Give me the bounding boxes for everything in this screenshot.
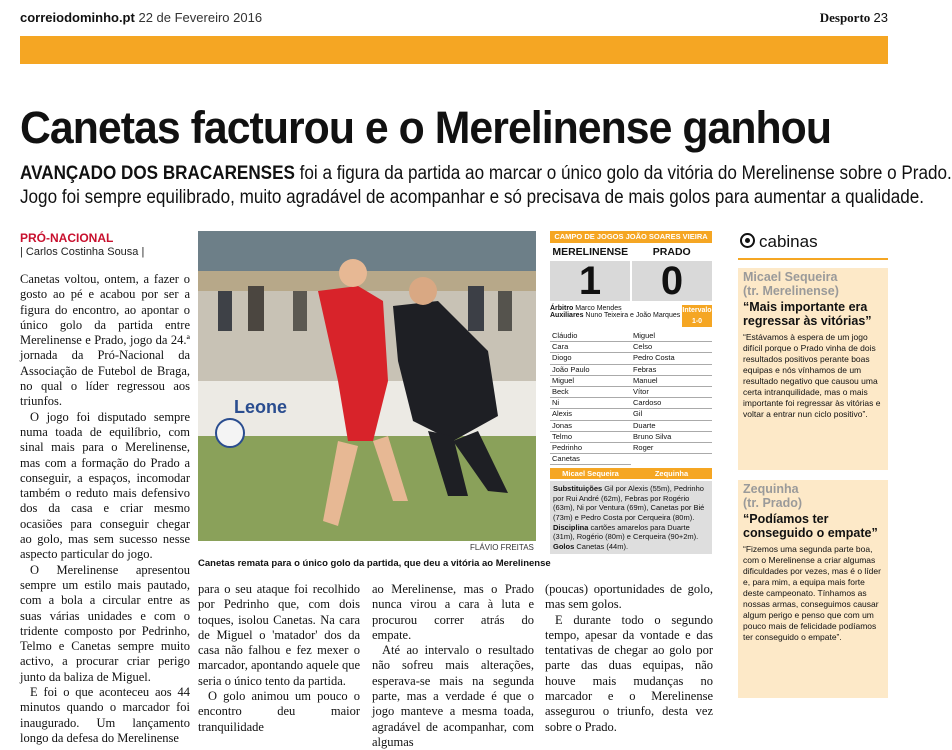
- player: Bruno Silva: [631, 432, 712, 443]
- orange-banner: [20, 36, 888, 64]
- player: Duarte: [631, 421, 712, 432]
- interval-score: 1-0: [691, 318, 703, 325]
- player: Febras: [631, 365, 712, 376]
- player: Miguel: [550, 376, 631, 387]
- match-stats: [550, 481, 712, 554]
- coach-quote-box: [738, 268, 888, 470]
- site-name[interactable]: correiodominho.pt: [20, 10, 135, 25]
- interval-badge: [682, 305, 712, 327]
- article-column-3: [372, 582, 534, 749]
- venue: CAMPO DE JOGOS JOÃO SOARES VIEIRA: [550, 231, 712, 243]
- referee: Marco Mendes: [575, 305, 622, 312]
- player: Cara: [550, 342, 631, 353]
- article-column-4: [545, 582, 713, 734]
- officials: [550, 305, 712, 329]
- home-lineup: [550, 331, 631, 465]
- lead-line-2: Jogo foi sempre equilibrado, muito agradável de acompanhar e só precisava de mais golos para aumentar a qualidade.: [20, 187, 925, 208]
- match-photo[interactable]: [198, 231, 536, 541]
- substitutions: Gil por Alexis (55m), Pedrinho por Rui André (62m), Febras por Rogério (63m), Ni por Ventura (69m), Canetas por Bié (73m) e Pedro Costa por Cerqueira (80m).: [553, 484, 705, 523]
- paragraph: Até ao intervalo o resultado não sofreu mais alterações, esperava-se mais na segunda parte, mas a verdade é que o jogo manteve a mesma toada, agradável de acompanhar, com algumas: [372, 643, 534, 749]
- photo-illustration: [198, 231, 536, 541]
- page-header: [20, 10, 888, 30]
- section-page: [820, 10, 888, 26]
- byline: | Carlos Costinha Sousa |: [20, 246, 145, 258]
- paragraph: para o seu ataque foi recolhido por Pedrinho que, com dois toques, isolou Canetas. Na cara de Miguel o 'matador' dos da casa não falhou e fez mexer o marcador, apontando aquele que seria o único tento da partida.: [198, 582, 360, 688]
- player: Gil: [631, 409, 712, 420]
- player: Ni: [550, 398, 631, 409]
- coach-statement: “Fizemos uma segunda parte boa, com o Merelinense a criar algumas dificuldades por vezes, mas é o líder e, para mim, a equipa mais forte deste campeonato. Tínhamos as nossas armas, conseguimos causar algum perigo e penso que com um pouco mais de felicidade podíamos ter conseguido o empate”.: [743, 544, 881, 642]
- match-info-box: [550, 231, 712, 567]
- coach-statement: “Estávamos à espera de um jogo difícil porque o Prado vinha de dois resultados positivos perante boas equipas e nós vínhamos de um resultado negativo que causou uma certa intranquilidade, mas o mais importante foi regressar às vitórias e voltar a entrar nun ciclo positivo”.: [743, 332, 881, 419]
- paragraph: O jogo foi disputado sempre numa toada de equilíbrio, com sinal mais para o Merelinense, mas com a formação do Prado a conseguir, a espaços, incomodar também o reduto mais defensivo dos da casa e criar mesmo ocasiões para conseguir chegar ao golo, mas sem sucesso nesse aspecto particular do jogo.: [20, 409, 190, 562]
- away-coach: Zequinha: [631, 468, 712, 479]
- cabinas-divider: [738, 258, 888, 260]
- paragraph: O golo animou um pouco o encontro deu maior tranquilidade: [198, 689, 360, 734]
- paragraph: E foi o que aconteceu aos 44 minutos quando o marcador foi inaugurado. Um lançamento longo da defesa do Merelinense: [20, 685, 190, 745]
- article-column-1: [20, 272, 190, 745]
- away-score: 0: [660, 259, 684, 303]
- home-team: MERELINENSE: [550, 243, 632, 261]
- photo-credit: FLÁVIO FREITAS: [470, 543, 534, 552]
- paragraph: (poucas) oportunidades de golo, mas sem golos.: [545, 582, 713, 612]
- coach-name: Micael Sequeira: [743, 270, 838, 284]
- lead-paragraph: [20, 162, 952, 210]
- paragraph: Canetas voltou, ontem, a fazer o gosto ao pé e acabou por ser a figura do encontro, ao apontar o único golo da partida entre Merelinense e Prado, jogo da 24.ª jornada da Pró-Nacional da Associação de Futebol de Braga, no qual o líder regressou aos triunfos.: [20, 272, 190, 409]
- player: Telmo: [550, 432, 631, 443]
- player: Pedro Costa: [631, 353, 712, 364]
- issue-date: 22 de Fevereiro 2016: [138, 10, 263, 25]
- subs-label: Substituições: [553, 484, 603, 494]
- away-lineup: [631, 331, 712, 465]
- lead-bold: AVANÇADO DOS BRACARENSES: [20, 163, 295, 184]
- coach-team: (tr. Prado): [743, 496, 803, 510]
- lineups: [550, 331, 712, 465]
- target-icon: [740, 233, 755, 248]
- coach-name: Zequinha: [743, 482, 799, 496]
- team-names: [550, 243, 712, 261]
- player: João Paulo: [550, 365, 631, 376]
- headline: Canetas facturou e o Merelinense ganhou: [20, 102, 832, 153]
- coach-quote: “Mais importante era regressar às vitórias”: [743, 300, 872, 328]
- goals-label: Golos: [553, 541, 575, 551]
- goals: Canetas (44m).: [576, 541, 629, 551]
- player: Jonas: [550, 421, 631, 432]
- banner-text: Leone: [234, 397, 288, 417]
- paragraph: ao Merelinense, mas o Prado nunca virou a cara à luta e procurou correr atrás do empate.: [372, 582, 534, 642]
- player: Beck: [550, 387, 631, 398]
- referee-label: Árbitro: [550, 305, 574, 312]
- discipline-label: Disciplina: [553, 522, 589, 532]
- lead-line-1: foi a figura da partida ao marcar o único golo da vitória do Merelinense sobre o Prado.: [299, 163, 952, 184]
- article-column-2: [198, 582, 360, 734]
- paragraph: O Merelinense apresentou sempre um estilo mais pautado, com a bola a circular entre as suas várias unidades e com o tridente composto por Pedrinho, Telmo e Canetas sempre muito activo, a procurar criar perigo junto da baliza de Miguel.: [20, 562, 190, 684]
- player: Manuel: [631, 376, 712, 387]
- player: Cláudio: [550, 331, 631, 342]
- coach-quote-box: [738, 480, 888, 698]
- coaches: [550, 468, 712, 479]
- coach-quote: “Podíamos ter conseguido o empate”: [743, 512, 878, 540]
- assistants-label: Auxiliares: [550, 312, 584, 319]
- section-label: PRÓ-NACIONAL: [20, 231, 114, 245]
- coach-team: (tr. Merelinense): [743, 284, 839, 298]
- player: Alexis: [550, 409, 631, 420]
- player: Vítor: [631, 387, 712, 398]
- discipline: cartões amarelos para Duarte (31m), Rogério (80m) e Cerqueira (90+2m).: [553, 522, 699, 542]
- player: Cardoso: [631, 398, 712, 409]
- cabinas-label: cabinas: [759, 232, 818, 251]
- player: Diogo: [550, 353, 631, 364]
- player: Canetas: [550, 454, 631, 465]
- section-name: Desporto: [819, 10, 871, 25]
- assistants: Nuno Teixeira e João Marques: [585, 312, 681, 319]
- page-number: 23: [873, 10, 888, 25]
- paragraph: E durante todo o segundo tempo, apesar da vontade e das tentativas de chegar ao golo por parte das duas equipas, não houve mais mudanças no marcador e o Merelinense assegurou o triunfo, desta vez sobre o Prado.: [545, 612, 713, 734]
- cabinas-title: [740, 232, 818, 252]
- player: Celso: [631, 342, 712, 353]
- player: Roger: [631, 443, 712, 454]
- home-score: 1: [550, 261, 632, 301]
- interval-label: Intervalo: [682, 307, 712, 314]
- player: Miguel: [631, 331, 712, 342]
- home-coach: Micael Sequeira: [550, 468, 631, 479]
- photo-caption: Canetas remata para o único golo da partida, que deu a vitória ao Merelinense: [198, 558, 551, 569]
- scoreboard: [550, 261, 712, 301]
- away-team: PRADO: [652, 246, 691, 258]
- player: Pedrinho: [550, 443, 631, 454]
